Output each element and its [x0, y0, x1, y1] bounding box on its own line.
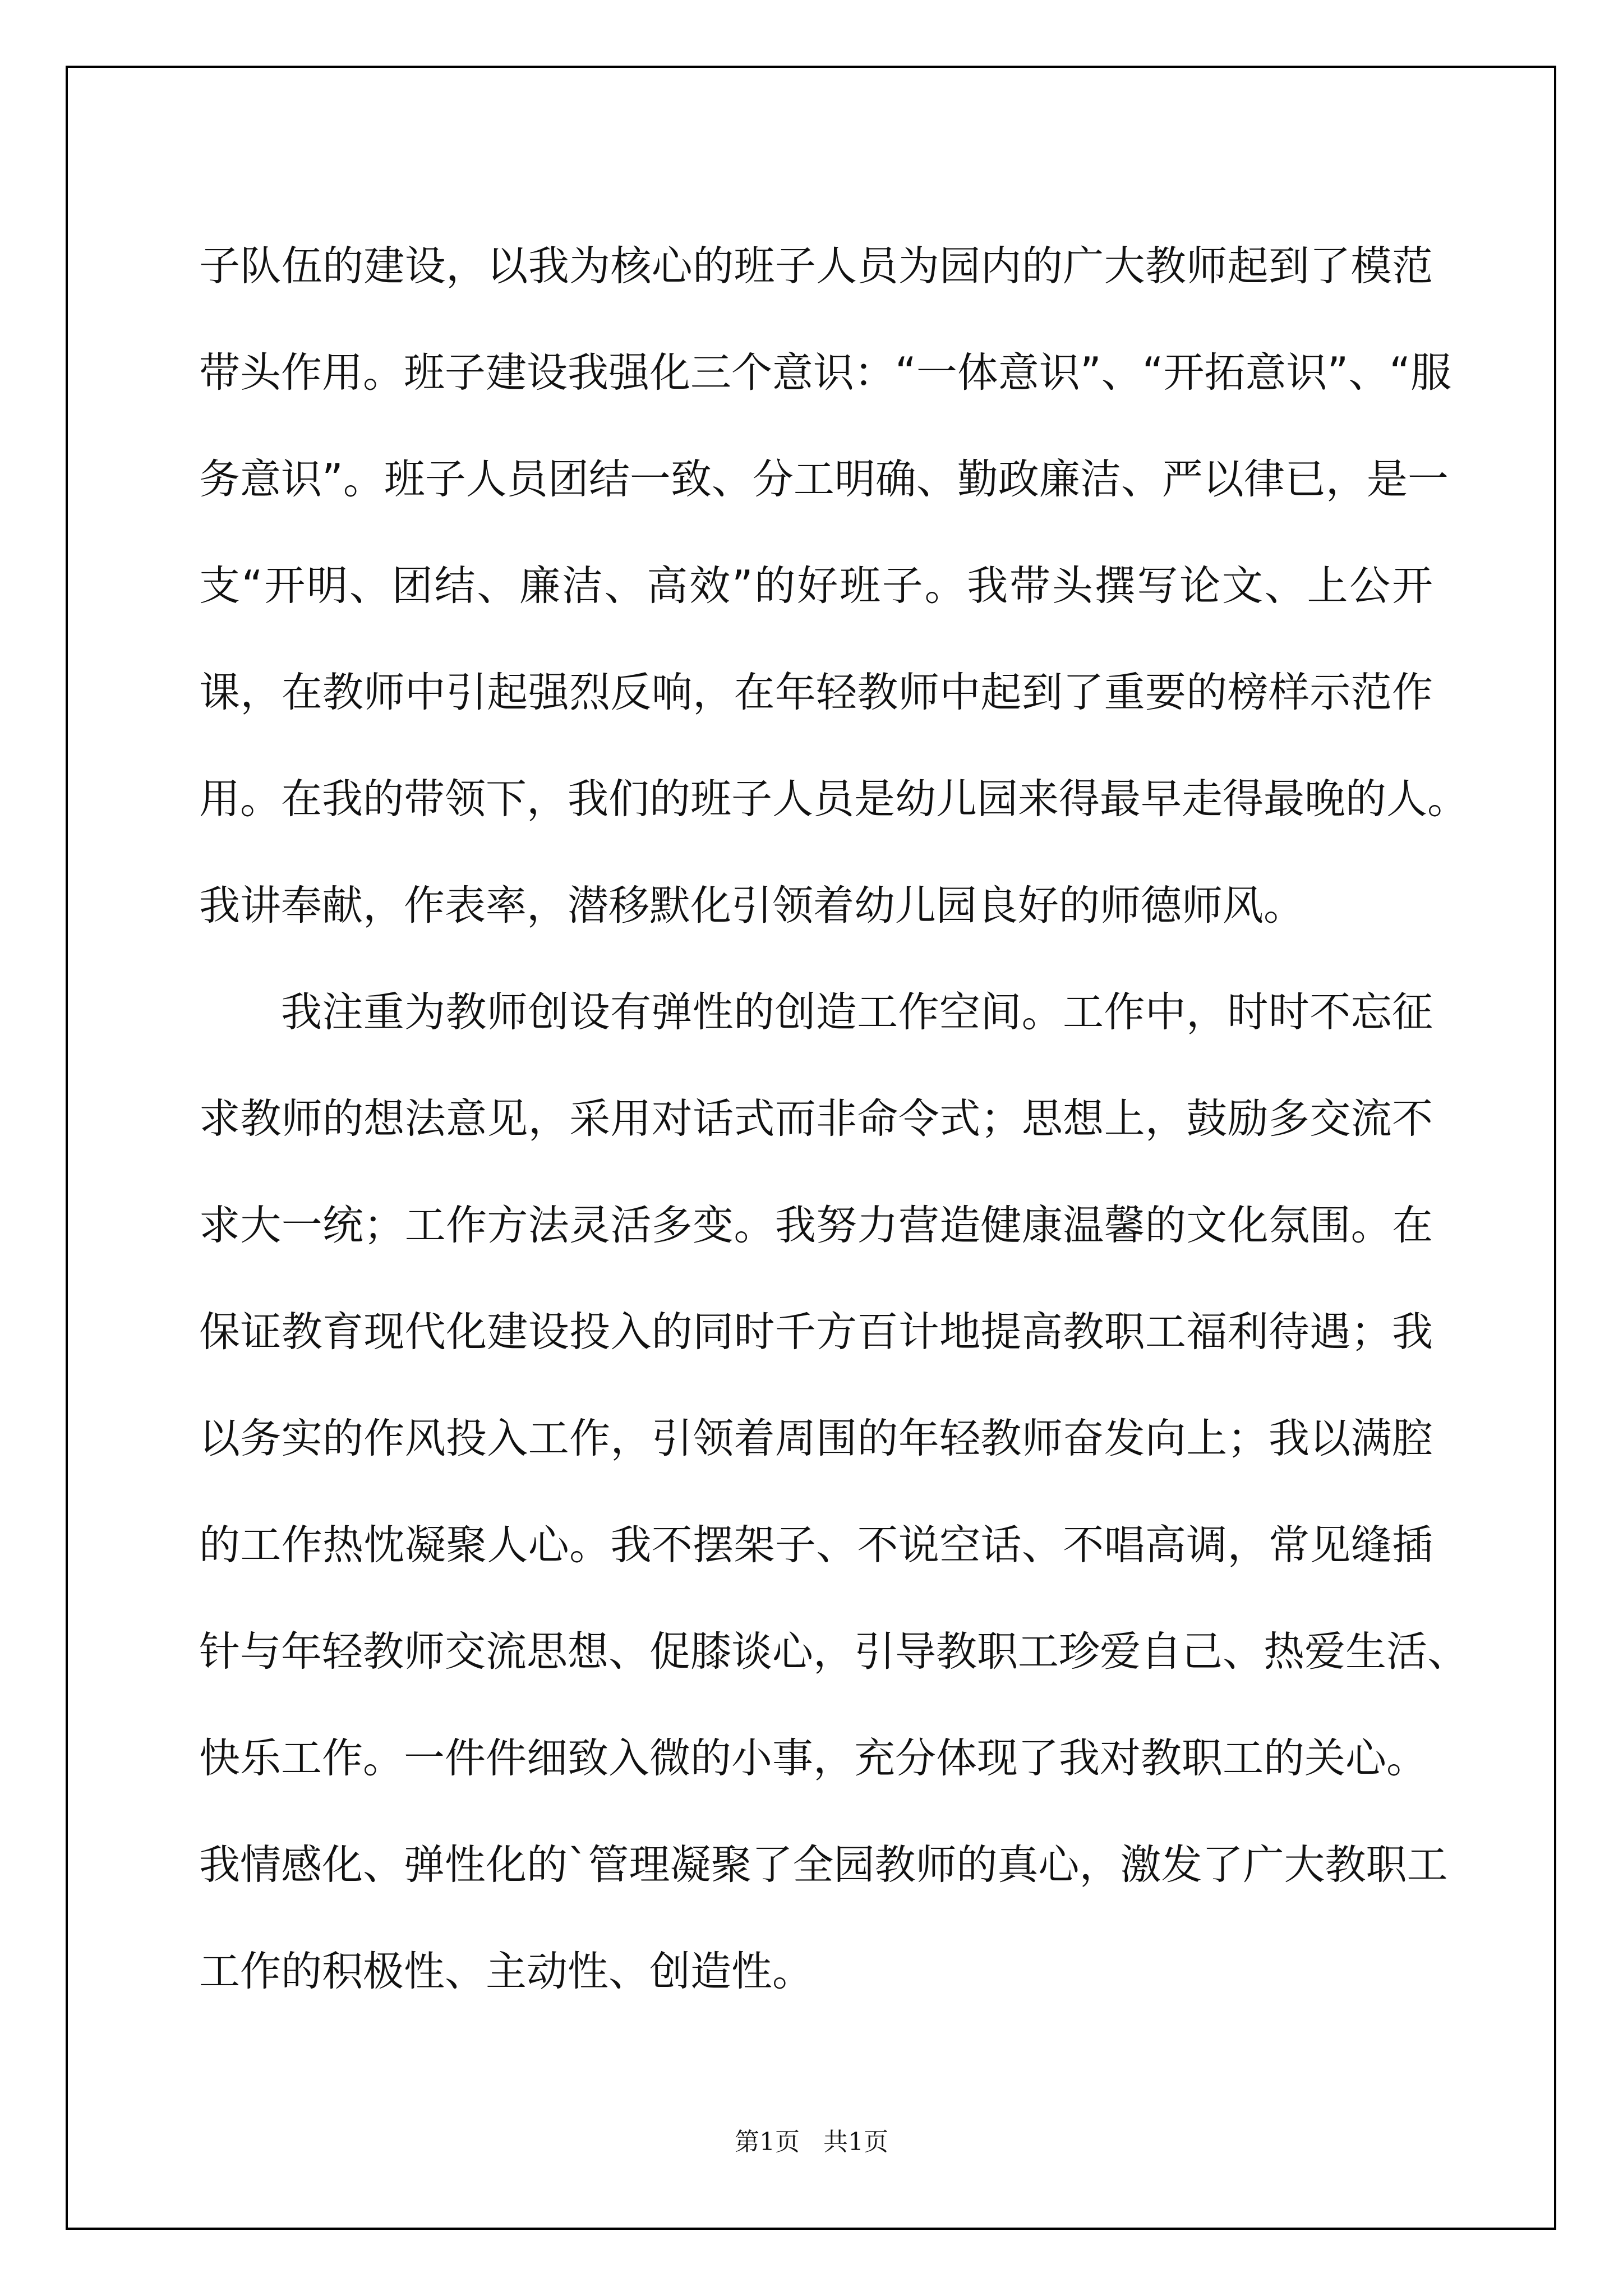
text-line-10: 求大一统；工作方法灵活多变。我努力营造健康温馨的文化氛围。在 [199, 1202, 1433, 1249]
text-line-8: 我注重为教师创设有弹性的创造工作空间。工作中，时时不忘征 [281, 988, 1433, 1036]
text-line-6: 用。在我的带领下，我们的班子人员是幼儿园来得最早走得最晚的人。 [199, 775, 1468, 823]
text-line-7: 我讲奉献，作表率，潜移默化引领着幼儿园良好的师德师风。 [199, 882, 1304, 930]
text-line-9: 求教师的想法意见，采用对话式而非命令式；思想上，鼓励多交流不 [199, 1095, 1433, 1143]
page-footer: 第1页 共1页 [735, 2128, 888, 2156]
text-line-14: 针与年轻教师交流思想、促膝谈心，引导教职工珍爱自己、热爱生活、 [199, 1628, 1468, 1676]
text-line-12: 以务实的作风投入工作，引领着周围的年轻教师奋发向上；我以满腔 [199, 1415, 1433, 1462]
text-line-11: 保证教育现代化建设投入的同时千方百计地提高教职工福利待遇；我 [199, 1308, 1433, 1356]
text-line-1: 子队伍的建设，以我为核心的班子人员为园内的广大教师起到了模范 [199, 242, 1433, 290]
text-line-3: 务意识”。班子人员团结一致、分工明确、勤政廉洁、严以律已，是一 [199, 455, 1449, 503]
text-line-13: 的工作热忱凝聚人心。我不摆架子、不说空话、不唱高调，常见缝插 [199, 1521, 1433, 1569]
document-body [199, 213, 1468, 2025]
text-line-4: 支“开明、团结、廉洁、高效”的好班子。我带头撰写论文、上公开 [199, 562, 1433, 610]
text-line-2: 带头作用。班子建设我强化三个意识：“一体意识”、“开拓意识”、“服 [199, 349, 1452, 397]
text-line-16: 我情感化、弹性化的`管理凝聚了全园教师的真心，激发了广大教职工 [199, 1841, 1448, 1889]
text-line-17: 工作的积极性、主动性、创造性。 [199, 1948, 813, 1995]
text-line-15: 快乐工作。一件件细致入微的小事，充分体现了我对教职工的关心。 [199, 1734, 1427, 1782]
text-line-5: 课，在教师中引起强烈反响，在年轻教师中起到了重要的榜样示范作 [199, 669, 1433, 716]
